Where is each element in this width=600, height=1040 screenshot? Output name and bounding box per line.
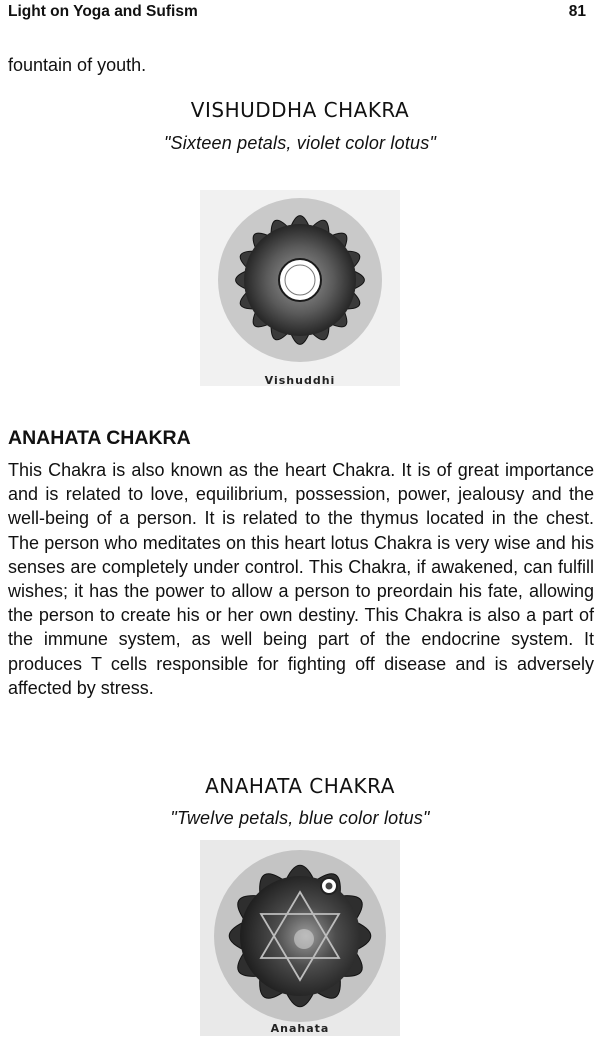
- running-title: Light on Yoga and Sufism: [8, 3, 198, 20]
- lotus-12-petal-hexagram-chakra-icon: [200, 840, 400, 1036]
- anahata-figure: [200, 840, 400, 1036]
- body-paragraph: This Chakra is also known as the heart Chakra. It is of great importance and is related to love, equilibrium, possession, power, jealousy and the well-being of a person. It is related to the thymus located in the chest. The person who meditates on this heart lotus Chakra is very wise and his senses are completely under control. This Chakra, if awakened, can fulfill wishes; it has the power to allow a person to preordain his fate, allowing the person to create his or her own destiny. This Chakra is also a part of the immune system, as well being part of the endocrine system. It produces T cells responsible for fighting off disease and is adversely affected by stress.: [8, 460, 594, 698]
- anahata-heading: ANAHATA CHAKRA: [205, 774, 395, 798]
- vishuddha-heading: VISHUDDHA CHAKRA: [190, 98, 410, 122]
- section-title: ANAHATA CHAKRA: [8, 427, 191, 449]
- page-number: 81: [568, 3, 586, 20]
- anahata-figure-label: Anahata: [270, 1022, 330, 1035]
- page-header: [8, 0, 586, 26]
- vishuddha-figure: [200, 190, 400, 386]
- anahata-subtitle: "Twelve petals, blue color lotus": [170, 808, 430, 828]
- lotus-16-petal-chakra-icon: [200, 190, 400, 386]
- vishuddha-figure-label: Vishuddhi: [264, 374, 336, 386]
- vishuddha-subtitle: "Sixteen petals, violet color lotus": [163, 133, 437, 153]
- lead-paragraph: fountain of youth.: [8, 55, 147, 75]
